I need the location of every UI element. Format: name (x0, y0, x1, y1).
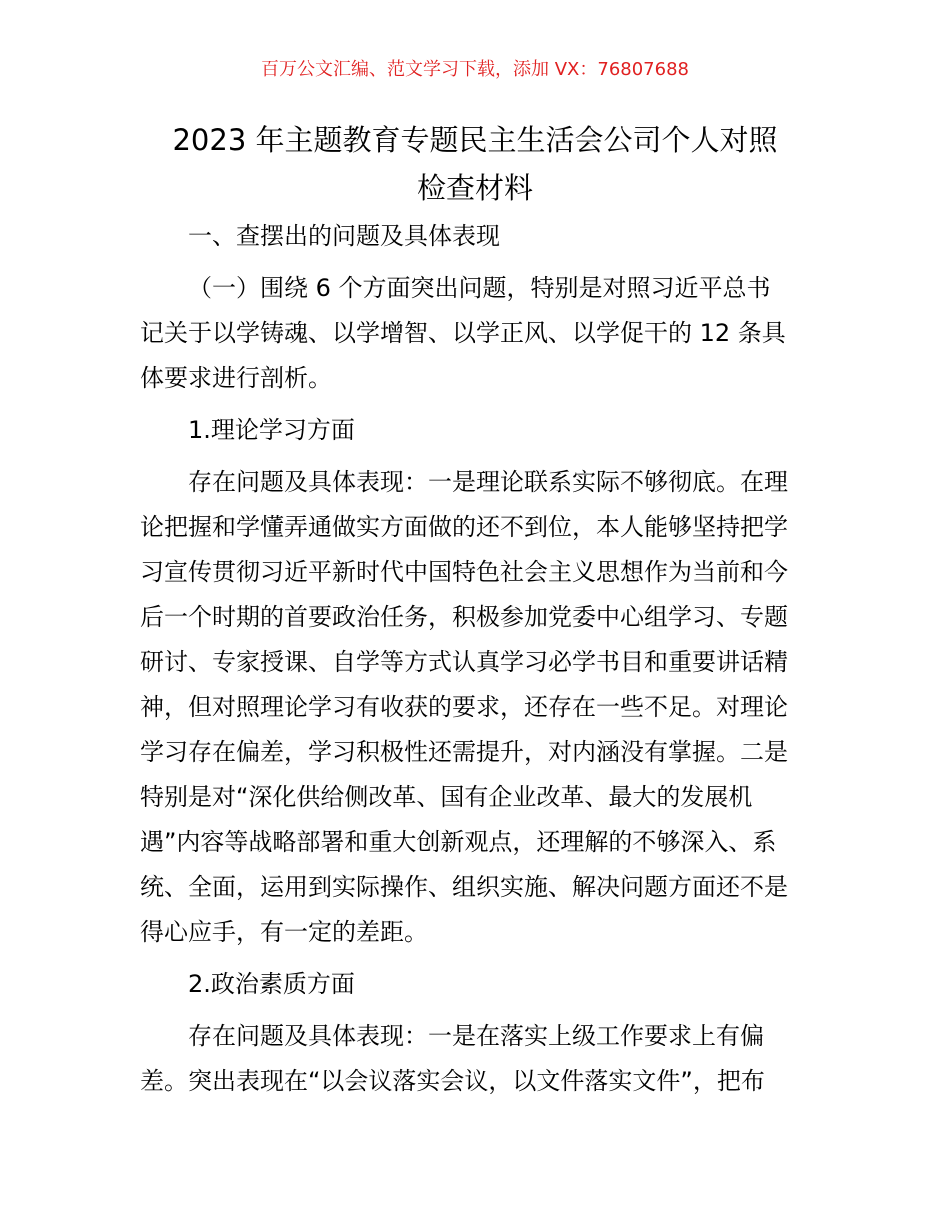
paragraph-line: 统、全面，运用到实际操作、组织实施、解决问题方面还不是 (140, 873, 788, 901)
paragraph-line: 研讨、专家授课、自学等方式认真学习必学书目和重要讲话精 (140, 648, 788, 676)
section-heading: 一、查摆出的问题及具体表现 (188, 222, 500, 250)
paragraph-line: 存在问题及具体表现：一是理论联系实际不够彻底。在理 (188, 468, 788, 496)
paragraph-line: 学习存在偏差，学习积极性还需提升，对内涵没有掌握。二是 (140, 738, 788, 766)
paragraph-line: 特别是对“深化供给侧改革、国有企业改革、最大的发展机 (140, 783, 753, 811)
paragraph-line: 得心应手，有一定的差距。 (140, 918, 428, 946)
paragraph-line: 习宣传贯彻习近平新时代中国特色社会主义思想作为当前和今 (140, 558, 788, 586)
title-line-1: 2023 年主题教育专题民主生活会公司个人对照 (172, 123, 778, 157)
paragraph-line: 体要求进行剖析。 (140, 364, 332, 392)
paragraph-line: 差。突出表现在“以会议落实会议，以文件落实文件”，把布 (140, 1067, 765, 1095)
paragraph-line: 存在问题及具体表现：一是在落实上级工作要求上有偏 (188, 1022, 764, 1050)
political-paragraph (140, 1014, 812, 1104)
paragraph-line: 后一个时期的首要政治任务，积极参加党委中心组学习、专题 (140, 603, 788, 631)
document-body (140, 214, 812, 1104)
document-title (120, 116, 830, 212)
paragraph-line: 记关于以学铸魂、以学增智、以学正风、以学促干的 12 条具 (140, 319, 786, 347)
paragraph-line: 神，但对照理论学习有收获的要求，还存在一些不足。对理论 (140, 693, 788, 721)
theory-paragraph (140, 460, 812, 955)
subsection-paragraph (140, 266, 812, 401)
watermark-header: 百万公文汇编、范文学习下载，添加 VX：76807688 (261, 59, 689, 80)
paragraph-line: （一）围绕 6 个方面突出问题，特别是对照习近平总书 (188, 274, 771, 302)
paragraph-line: 论把握和学懂弄通做实方面做的还不到位，本人能够坚持把学 (140, 513, 788, 541)
title-line-2: 检查材料 (416, 171, 533, 205)
paragraph-line: 遇”内容等战略部署和重大创新观点，还理解的不够深入、系 (140, 828, 777, 856)
item-heading-theory: 1.理论学习方面 (188, 416, 355, 444)
item-heading-political: 2.政治素质方面 (188, 970, 355, 998)
